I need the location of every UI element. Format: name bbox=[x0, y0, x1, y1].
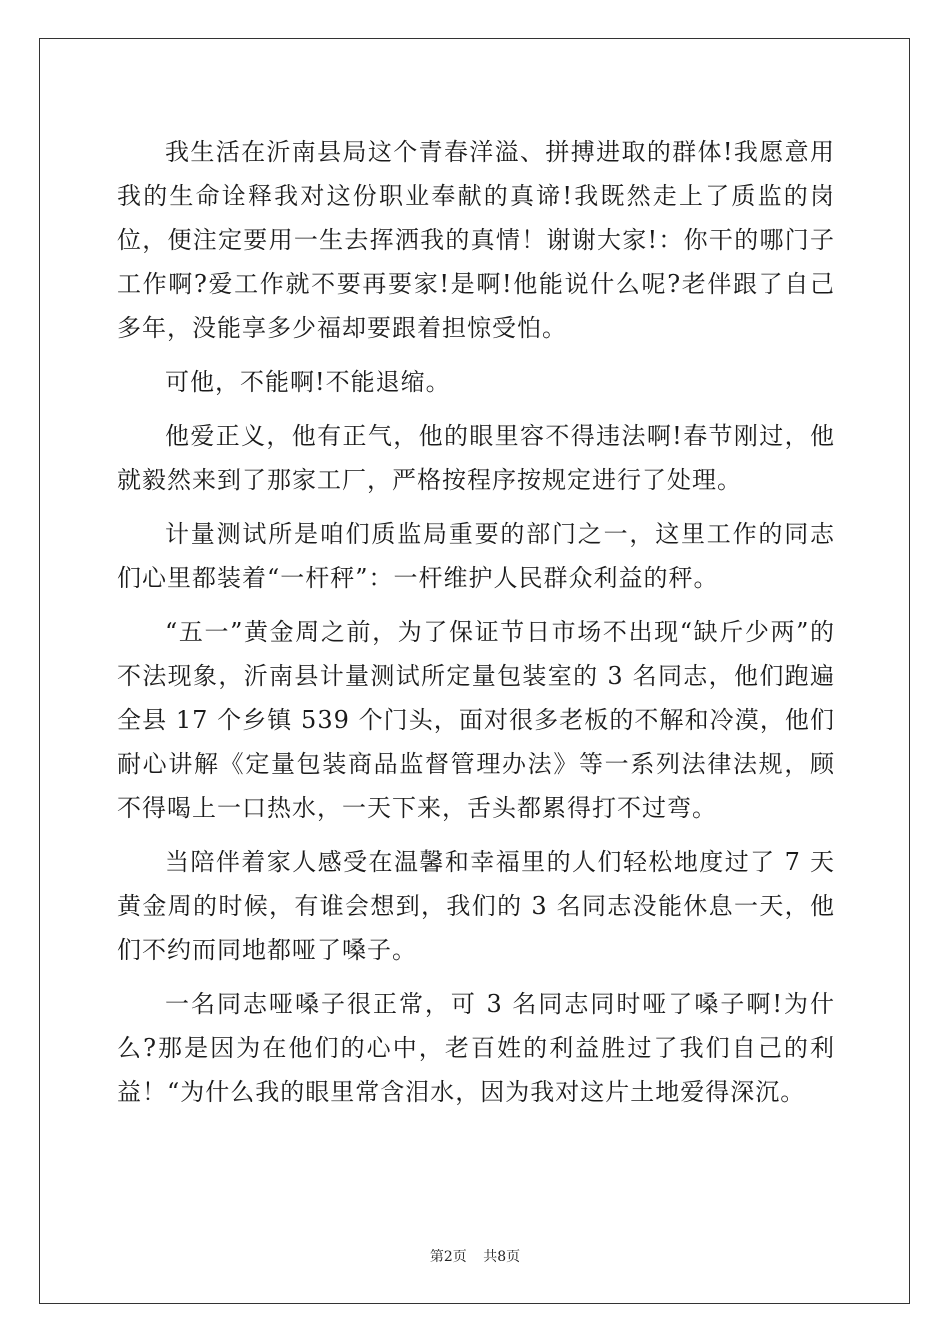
paragraph-2: 可他，不能啊!不能退缩。 bbox=[165, 368, 451, 396]
paragraph-1: 我生活在沂南县局这个青春洋溢、拼搏进取的群体!我愿意用我的生命诠释我对这份职业奉献的真谛!我既然走上了质监的岗位，便注定要用一生去挥洒我的真情！谢谢大家!：你干的哪门子工作啊?爱工作就不要再要家!是啊!他能说什么呢?老伴跟了自己多年，没能享多少福却要跟着担惊受怕。 bbox=[117, 138, 835, 342]
paragraph-4: 计量测试所是咱们质监局重要的部门之一，这里工作的同志们心里都装着“一杆秤”：一杆维护人民群众利益的秤。 bbox=[117, 520, 835, 592]
paragraph-6: 当陪伴着家人感受在温馨和幸福里的人们轻松地度过了 7 天黄金周的时候，有谁会想到，我们的 3 名同志没能休息一天，他们不约而同地都哑了嗓子。 bbox=[117, 848, 835, 964]
paragraph-5: “五一”黄金周之前，为了保证节日市场不出现“缺斤少两”的不法现象，沂南县计量测试所定量包装室的 3 名同志，他们跑遍全县 17 个乡镇 539 个门头，面对很多老板的不解和冷漠，他们耐心讲解《定量包装商品监督管理办法》等一系列法律法规，顾不得喝上一口热水，一天下来，舌头都累得打不过弯。 bbox=[117, 618, 835, 822]
page-number: 第2页 bbox=[429, 1249, 467, 1265]
paragraph-3: 他爱正义，他有正气，他的眼里容不得违法啊!春节刚过，他就毅然来到了那家工厂，严格按程序按规定进行了处理。 bbox=[117, 422, 835, 494]
document-body bbox=[117, 130, 835, 1124]
page-total: 共8页 bbox=[483, 1249, 521, 1265]
page-footer bbox=[0, 1246, 950, 1266]
paragraph-7: 一名同志哑嗓子很正常，可 3 名同志同时哑了嗓子啊!为什么?那是因为在他们的心中，老百姓的利益胜过了我们自己的利益！“为什么我的眼里常含泪水，因为我对这片土地爱得深沉。 bbox=[117, 990, 835, 1106]
